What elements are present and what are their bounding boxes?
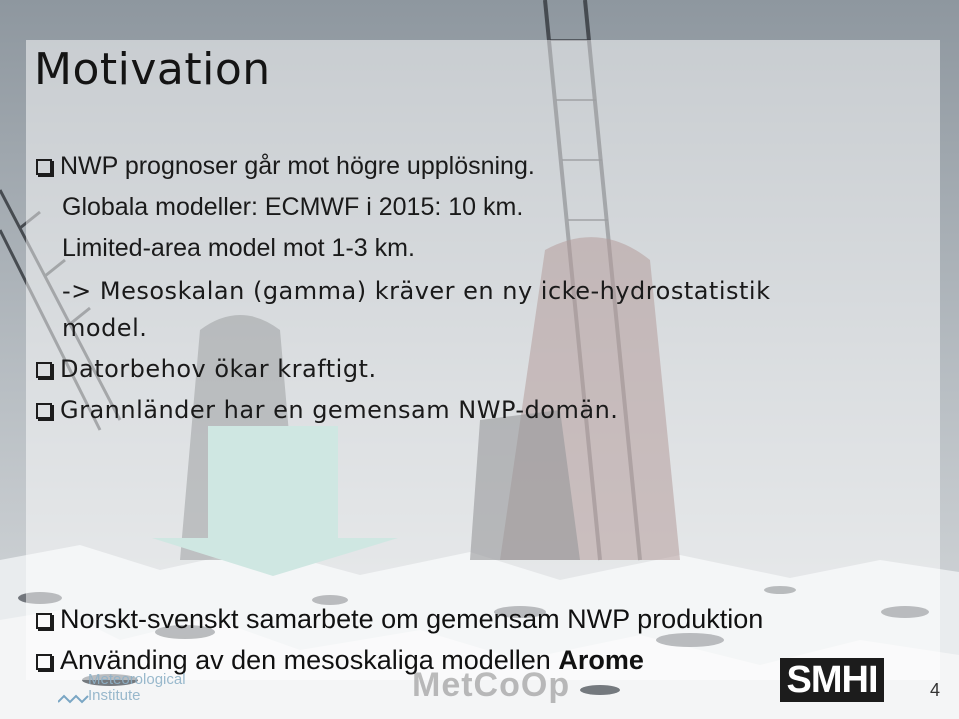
checkbox-bullet-icon xyxy=(36,654,52,670)
bullet-item xyxy=(62,314,147,342)
conclusion-text: Använding av den mesoskaliga modellen xyxy=(60,645,559,675)
down-arrow-icon xyxy=(150,426,400,578)
bullet-text: Limited-area model mot 1-3 km. xyxy=(62,234,415,262)
bullet-item xyxy=(36,396,618,424)
bullet-item xyxy=(62,234,415,263)
bullet-item xyxy=(62,193,523,222)
smhi-logo: SMHI xyxy=(780,658,884,702)
slide-title: Motivation xyxy=(34,44,271,95)
met-logo-line: Meteorological xyxy=(88,671,186,688)
conclusion-item xyxy=(36,604,763,635)
metcoop-logo: MetCoOp xyxy=(412,666,571,704)
checkbox-bullet-icon xyxy=(36,613,52,629)
page-number: 4 xyxy=(930,680,941,700)
bullet-text: Datorbehov ökar kraftigt. xyxy=(60,355,377,383)
bullet-item xyxy=(62,277,771,305)
checkbox-bullet-icon xyxy=(36,159,52,175)
met-logo-line: Institute xyxy=(88,687,141,704)
bullet-text: Globala modeller: ECMWF i 2015: 10 km. xyxy=(62,193,524,221)
checkbox-bullet-icon xyxy=(36,362,52,378)
conclusion-text: Norskt-svenskt samarbete om gemensam NWP produktion xyxy=(60,604,764,634)
bullet-item xyxy=(36,152,535,181)
bullet-text: NWP prognoser går mot högre upplösning. xyxy=(60,152,535,180)
wave-logo-icon xyxy=(58,690,90,708)
conclusion-emphasis: Arome xyxy=(558,645,644,675)
checkbox-bullet-icon xyxy=(36,403,52,419)
bullet-text: Grannländer har en gemensam NWP-domän. xyxy=(60,396,619,424)
bullet-text: model. xyxy=(62,314,148,342)
bullet-item xyxy=(36,355,377,383)
met-institute-logo xyxy=(88,672,258,704)
bullet-text: -> Mesoskalan (gamma) kräver en ny icke-hydrostatistik xyxy=(62,277,771,305)
